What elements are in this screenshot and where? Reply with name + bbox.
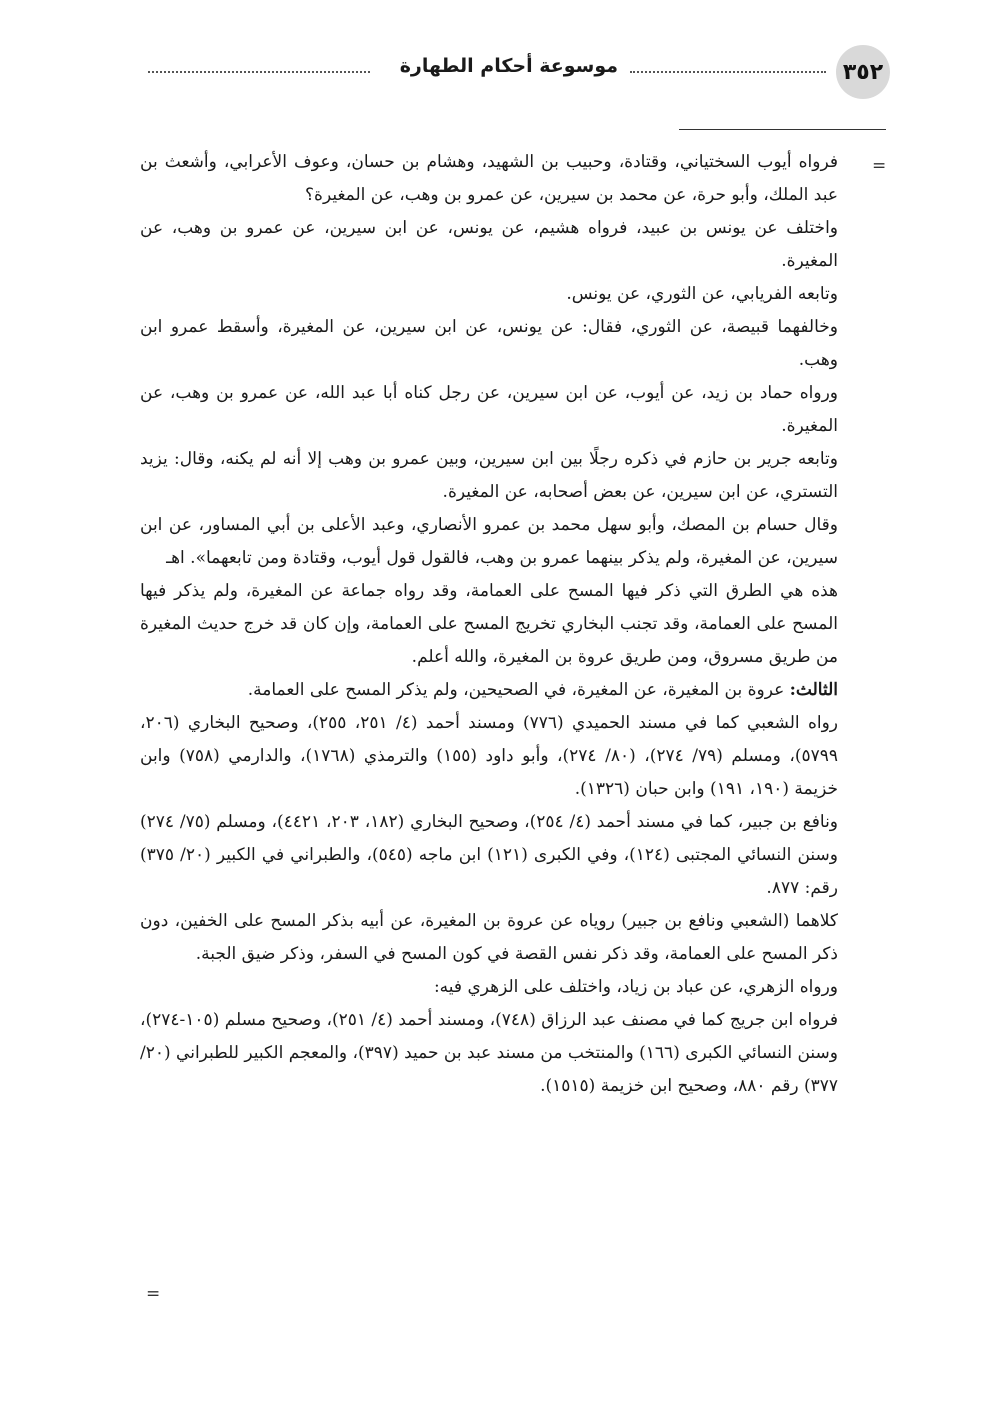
paragraph: فرواه ابن جريج كما في مصنف عبد الرزاق (٧٤٨)، ومسند أحمد (٤/ ٢٥١)، وصحيح مسلم (١٠٥-٢٧٤)، وسنن النسائي الكبرى (١٦٦) والمنتخب من مسند عبد بن حميد (٣٩٧)، والمعجم الكبير للطبراني (٢٠/ ٣٧٧) رقم ٨٨٠، وصحيح ابن خزيمة (١٥١٥). (140, 1010, 839, 1096)
footnote-text (140, 146, 838, 1103)
paragraph: وتابعه الفريابي، عن الثوري، عن يونس. (566, 284, 838, 304)
book-title: موسوعة أحكام الطهارة (399, 55, 618, 77)
paragraph-third (140, 674, 838, 707)
paragraph: ونافع بن جبير، كما في مسند أحمد (٤/ ٢٥٤)، وصحيح البخاري (١٨٢، ٢٠٣، ٤٤٢١)، ومسلم (٧٥/ ٢٧٤) وسنن النسائي المجتبى (١٢٤)، وفي الكبرى (١٢١) ابن ماجه (٥٤٥)، والطبراني في الكبير (٢٠/ ٣٧٥) رقم: ٨٧٧. (140, 812, 839, 898)
paragraph: فرواه أيوب السختياني، وقتادة، وحبيب بن الشهيد، وهشام بن حسان، وعوف الأعرابي، وأشعث بن عبد الملك، وأبو حرة، عن محمد بن سيرين، عن عمرو بن وهب، عن المغيرة؟ (140, 152, 838, 205)
paragraph: واختلف عن يونس بن عبيد، فرواه هشيم، عن يونس، عن ابن سيرين، عن عمرو بن وهب، عن المغيرة. (140, 218, 838, 271)
page-header (140, 45, 890, 103)
paragraph: وخالفهما قبيصة، عن الثوري، فقال: عن يونس، عن ابن سيرين، عن المغيرة، وأسقط عمرو ابن وهب. (140, 317, 838, 370)
header-dotted-rule-left (148, 71, 370, 73)
paragraph: ورواه الزهري، عن عباد بن زياد، واختلف على الزهري فيه: (433, 977, 838, 997)
paragraph: كلاهما (الشعبي ونافع بن جبير) روياه عن عروة بن المغيرة، عن أبيه بذكر المسح على الخفين، دون ذكر المسح على العمامة، وقد ذكر نفس القصة في كون المسح في السفر، وذكر ضيق الجبة. (140, 911, 838, 964)
paragraph: وتابعه جرير بن حازم في ذكره رجلًا بين ابن سيرين، وبين عمرو بن وهب إلا أنه لم يكنه، وقال: يزيد التستري، عن ابن سيرين، عن بعض أصحابه، عن المغيرة. (140, 449, 838, 502)
paragraph: ورواه حماد بن زيد، عن أيوب، عن ابن سيرين، عن رجل كناه أبا عبد الله، عن عمرو بن وهب، عن المغيرة. (140, 383, 838, 436)
paragraph: رواه الشعبي كما في مسند الحميدي (٧٧٦) ومسند أحمد (٤/ ٢٥١، ٢٥٥)، وصحيح البخاري (٢٠٦، ٥٧٩٩)، ومسلم (٧٩/ ٢٧٤)، (٨٠/ ٢٧٤)، وأبو داود (١٥٥) والترمذي (١٧٦٨)، والدارمي (٧٥٨) وابن خزيمة (١٩٠، ١٩١) وابن حبان (١٣٢٦). (140, 713, 839, 799)
footnote-separator (679, 129, 886, 130)
continuation-mark-start: = (872, 156, 887, 176)
page-number-badge: ٣٥٢ (836, 45, 890, 99)
section-label: الثالث: (789, 680, 838, 700)
header-dotted-rule-right (630, 71, 826, 73)
continuation-mark-end: = (146, 1284, 161, 1304)
paragraph: وقال حسام بن المصك، وأبو سهل محمد بن عمرو الأنصاري، وعبد الأعلى بن أبي المساور، عن ابن سيرين، عن المغيرة، ولم يذكر بينهما عمرو بن وهب، فالقول قول أيوب، وقتادة ومن تابعهما». اهـ (140, 515, 838, 568)
paragraph-text: عروة بن المغيرة، عن المغيرة، في الصحيحين، ولم يذكر المسح على العمامة. (247, 680, 785, 700)
paragraph: هذه هي الطرق التي ذكر فيها المسح على العمامة، وقد رواه جماعة عن المغيرة، ولم يذكر فيها المسح على العمامة، وقد تجنب البخاري تخريج المسح على العمامة، وإن كان قد خرج حديث المغيرة من طريق مسروق، ومن طريق عروة بن المغيرة، والله أعلم. (140, 581, 838, 667)
